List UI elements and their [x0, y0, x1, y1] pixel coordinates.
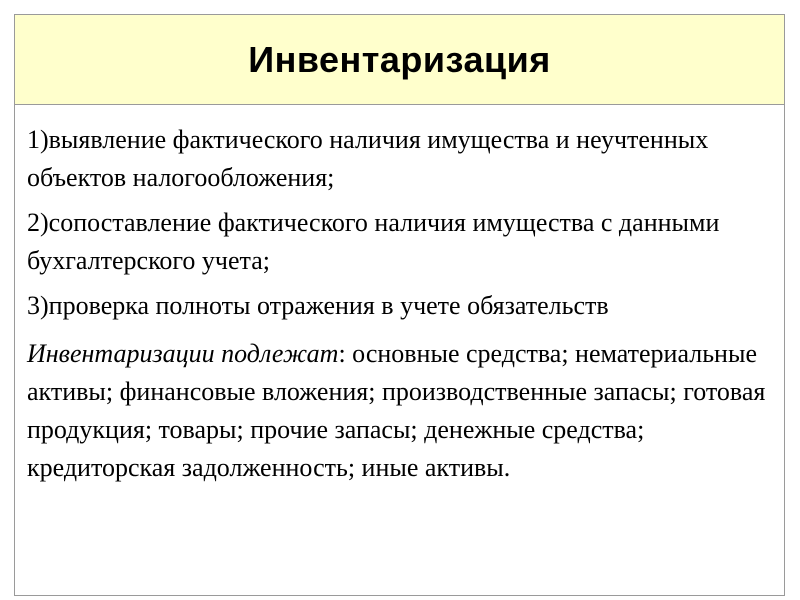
inventory-subjects-lead: Инвентаризации подлежат	[27, 339, 339, 368]
slide-title: Инвентаризация	[248, 38, 551, 80]
slide-content	[15, 105, 784, 487]
list-item-3: 3)проверка полноты отражения в учете обязательств	[27, 291, 609, 320]
list-item-1: 1)выявление фактического наличия имущества и неучтенных объектов налогообложения;	[27, 125, 709, 192]
title-bar	[15, 15, 784, 105]
slide-frame	[14, 14, 785, 596]
inventory-subjects-paragraph	[27, 335, 774, 487]
list-item-2: 2)сопоставление фактического наличия имущества с данными бухгалтерского учета;	[27, 208, 720, 275]
inventory-subjects-text: : основные средства; нематериальные активы; финансовые вложения; производственные запасы; готовая продукция; товары; прочие запасы; денежные средства; кредиторская задолженность; иные активы.	[27, 339, 766, 482]
